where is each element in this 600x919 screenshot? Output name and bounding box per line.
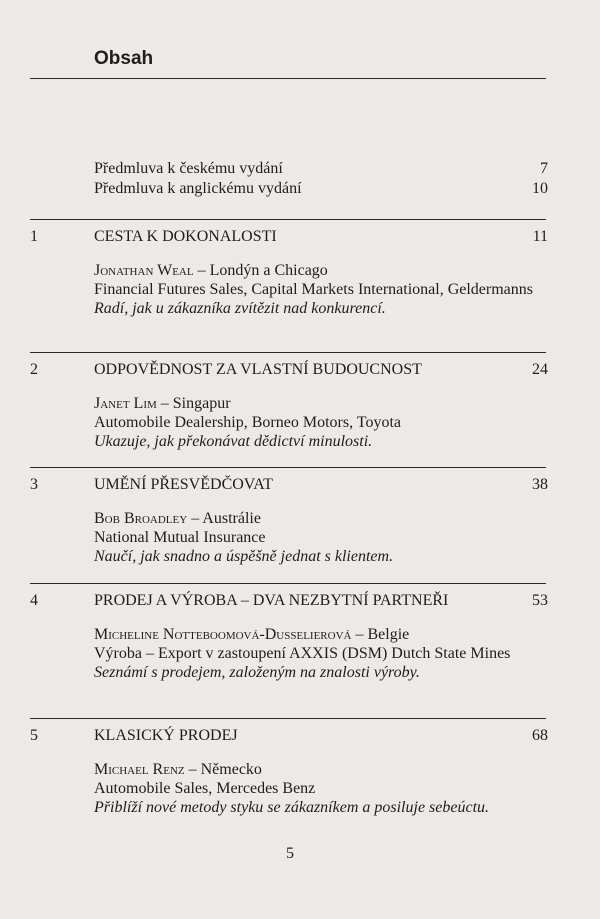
chapter-rule — [30, 718, 546, 719]
chapter-company: Automobile Dealership, Borneo Motors, Toyota — [94, 414, 401, 431]
chapter-author — [94, 509, 548, 528]
preface-title: Předmluva k anglickému vydání — [94, 180, 302, 197]
chapter-rule — [30, 583, 546, 584]
author-name: Janet Lim — [94, 395, 157, 412]
chapter-author — [94, 760, 548, 779]
preface-page: 10 — [532, 180, 548, 197]
chapter-page: 24 — [532, 361, 548, 378]
author-location: – Singapur — [156, 395, 231, 412]
chapter-entry — [30, 592, 548, 682]
toc-heading: Obsah — [94, 48, 154, 69]
chapter-company: Automobile Sales, Mercedes Benz — [94, 780, 316, 797]
chapter-author — [94, 625, 548, 644]
chapter-page: 53 — [532, 592, 548, 609]
preface-title: Předmluva k českému vydání — [94, 160, 283, 177]
page-number: 5 — [286, 845, 294, 862]
preface-entry — [94, 180, 548, 198]
chapter-description: Seznámí s prodejem, založeným na znalosti výroby. — [94, 664, 420, 681]
chapter-entry — [30, 727, 548, 817]
chapter-title: PRODEJ A VÝROBA – DVA NEZBYTNÍ PARTNEŘI — [94, 592, 449, 609]
chapter-company: Výroba – Export v zastoupení AXXIS (DSM) Dutch State Mines — [94, 645, 511, 662]
chapter-number: 1 — [30, 228, 38, 245]
chapter-rule — [30, 467, 546, 468]
chapter-company: National Mutual Insurance — [94, 529, 266, 546]
preface-entry — [94, 160, 548, 178]
author-location: – Austrálie — [187, 510, 261, 527]
author-name: Bob Broadley — [94, 510, 188, 527]
author-location: – Německo — [184, 761, 262, 778]
preface-page: 7 — [540, 160, 548, 177]
chapter-description: Naučí, jak snadno a úspěšně jednat s klientem. — [94, 548, 394, 565]
chapter-entry — [30, 228, 548, 318]
chapter-author — [94, 394, 548, 413]
chapter-number: 4 — [30, 592, 38, 609]
chapter-title: CESTA K DOKONALOSTI — [94, 228, 277, 245]
chapter-author — [94, 261, 548, 280]
chapter-number: 2 — [30, 361, 38, 378]
author-name: Micheline Notteboomová-Dusselierová — [94, 626, 352, 643]
author-location: – Londýn a Chicago — [193, 262, 328, 279]
chapter-page: 38 — [532, 476, 548, 493]
author-location: – Belgie — [351, 626, 410, 643]
author-name: Michael Renz — [94, 761, 185, 778]
chapter-entry — [30, 476, 548, 566]
chapter-number: 5 — [30, 727, 38, 744]
chapter-title: ODPOVĚDNOST ZA VLASTNÍ BUDOUCNOST — [94, 361, 422, 378]
heading-rule — [30, 78, 546, 79]
chapter-company: Financial Futures Sales, Capital Markets International, Geldermanns — [94, 281, 533, 298]
chapter-entry — [30, 361, 548, 451]
chapter-number: 3 — [30, 476, 38, 493]
chapter-description: Přiblíží nové metody styku se zákazníkem a posiluje sebeúctu. — [94, 799, 490, 816]
chapter-page: 68 — [532, 727, 548, 744]
chapter-title: KLASICKÝ PRODEJ — [94, 727, 238, 744]
chapter-page: 11 — [532, 228, 548, 245]
chapter-title: UMĚNÍ PŘESVĚDČOVAT — [94, 476, 273, 493]
chapter-description: Radí, jak u zákazníka zvítězit nad konkurencí. — [94, 300, 386, 317]
chapter-rule — [30, 219, 546, 220]
chapter-rule — [30, 352, 546, 353]
chapter-description: Ukazuje, jak překonávat dědictví minulosti. — [94, 433, 373, 450]
author-name: Jonathan Weal — [94, 262, 194, 279]
